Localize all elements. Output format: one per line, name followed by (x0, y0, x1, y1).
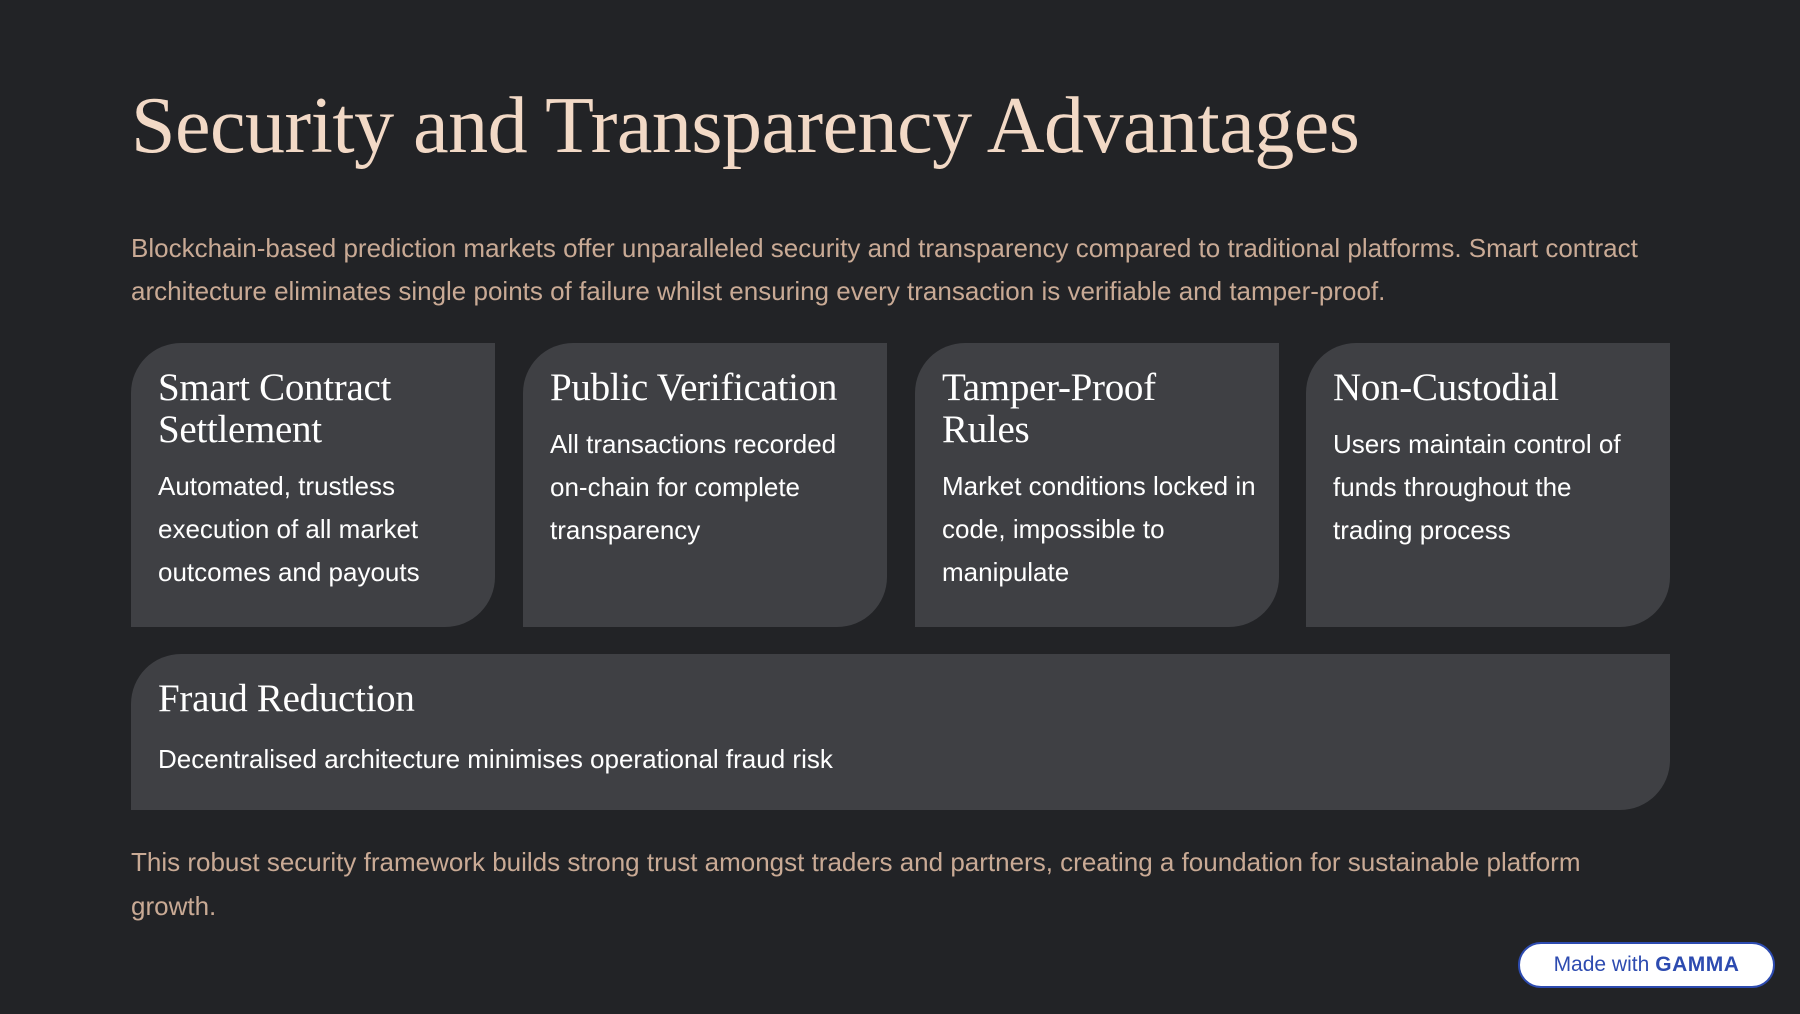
card-title: Smart Contract Settlement (158, 366, 391, 451)
card-non-custodial (1306, 343, 1670, 627)
card-title: Tamper-Proof Rules (942, 366, 1156, 451)
made-with-gamma-badge[interactable] (1518, 942, 1775, 988)
card-fraud-reduction (131, 654, 1670, 810)
card-description: Market conditions locked in code, impossible to manipulate (942, 471, 1256, 587)
card-title: Fraud Reduction (158, 677, 415, 720)
feature-cards (131, 343, 1670, 627)
intro-paragraph: Blockchain-based prediction markets offer unparalleled security and transparency compared to traditional platforms. Smart contract architecture eliminates single points of failure whilst ensuring every transaction is verifiable and tamper-proof. (131, 233, 1638, 306)
card-description: Users maintain control of funds throughout the trading process (1333, 429, 1621, 545)
card-description: Automated, trustless execution of all market outcomes and payouts (158, 471, 420, 587)
card-title: Non-Custodial (1333, 366, 1559, 409)
badge-prefix: Made with (1553, 953, 1650, 976)
closing-paragraph: This robust security framework builds strong trust amongst traders and partners, creating a foundation for sustainable platform growth. (131, 847, 1581, 921)
page-title: Security and Transparency Advantages (131, 82, 1360, 170)
card-description: Decentralised architecture minimises operational fraud risk (158, 744, 833, 774)
card-tamper-proof-rules (915, 343, 1279, 627)
card-public-verification (523, 343, 887, 627)
card-smart-contract-settlement (131, 343, 495, 627)
gamma-logo: GAMMA (1655, 953, 1740, 976)
card-title: Public Verification (550, 366, 838, 409)
card-description: All transactions recorded on-chain for complete transparency (550, 429, 837, 545)
